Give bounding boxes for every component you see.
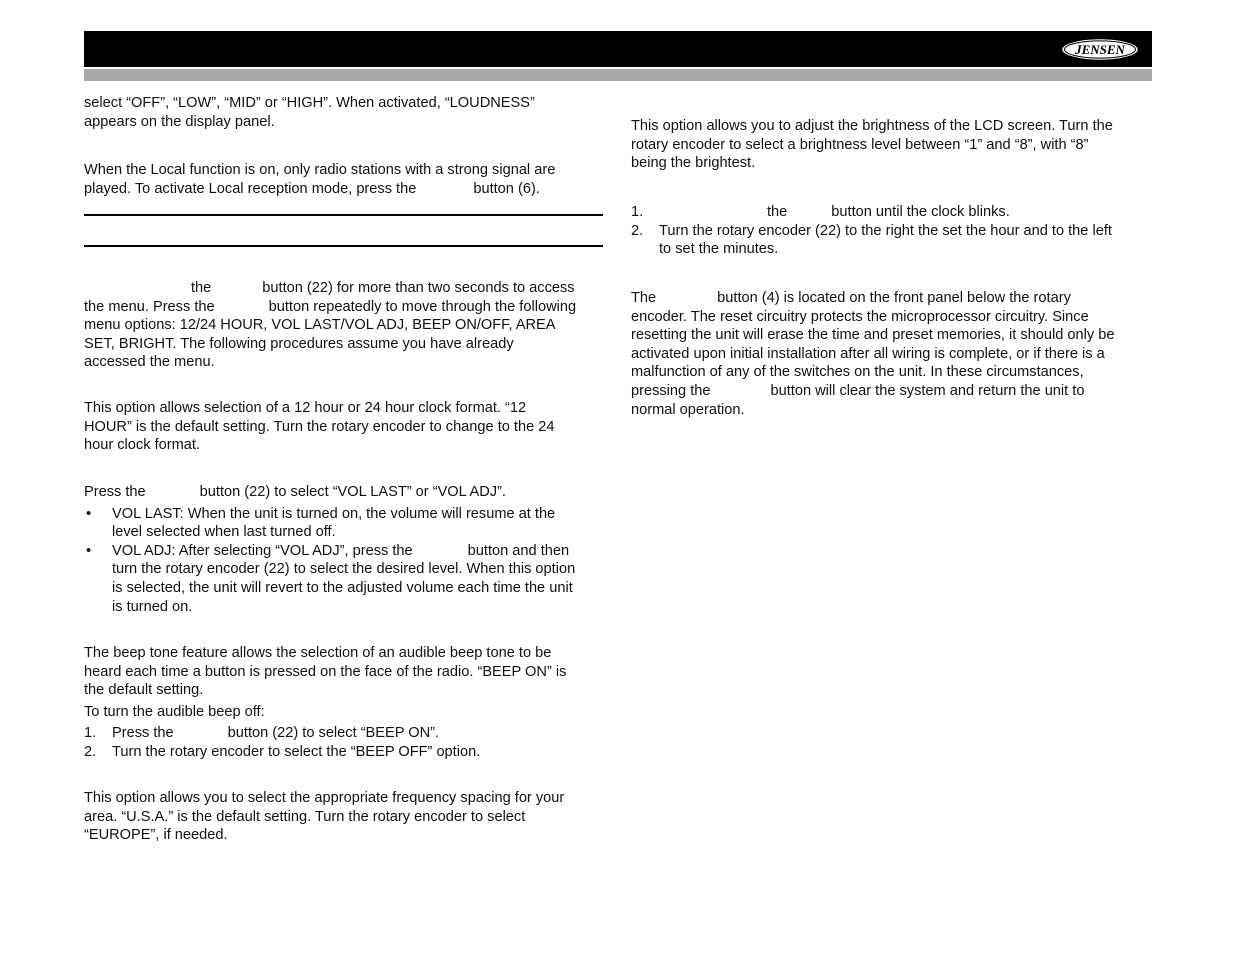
step-number: 1. bbox=[84, 725, 97, 742]
bright-section bbox=[631, 117, 1151, 173]
body-text: resetting the unit will erase the time and preset memories, it should only be bbox=[631, 327, 1115, 344]
bullet-marker: • bbox=[86, 505, 92, 522]
section-rule bbox=[84, 245, 603, 247]
hour-section bbox=[84, 399, 604, 455]
body-text: HOUR” is the default setting. Turn the rotary encoder to change to the 24 bbox=[84, 418, 555, 435]
text-part: button (22) to select “BEEP ON”. bbox=[227, 725, 440, 742]
text-part: pressing the bbox=[631, 382, 711, 399]
text-part: button and then bbox=[467, 542, 570, 559]
body-text bbox=[84, 298, 604, 317]
numbered-step bbox=[84, 724, 604, 743]
text-part: The bbox=[631, 290, 657, 306]
text-part: button will clear the system and return the unit to bbox=[770, 382, 1085, 399]
body-text: menu options: 12/24 HOUR, VOL LAST/VOL ADJ, BEEP ON/OFF, AREA bbox=[84, 317, 556, 334]
body-text: SET, BRIGHT. The following procedures assume you have already bbox=[84, 335, 514, 352]
body-text: normal operation. bbox=[631, 401, 745, 418]
body-text: appears on the display panel. bbox=[84, 113, 275, 130]
loudness-section bbox=[84, 94, 604, 131]
jensen-logo-text: JENSEN bbox=[1075, 42, 1125, 57]
body-text: Turn the rotary encoder (22) to the right the set the hour and to the left bbox=[659, 222, 1112, 239]
body-text: VOL LAST: When the unit is turned on, the volume will resume at the bbox=[112, 505, 556, 522]
body-text: area. “U.S.A.” is the default setting. Turn the rotary encoder to select bbox=[84, 808, 526, 825]
body-text: To turn the audible beep off: bbox=[84, 703, 265, 720]
body-text: the default setting. bbox=[84, 682, 204, 699]
header-bar bbox=[84, 31, 1152, 67]
text-part: the bbox=[191, 280, 212, 296]
menu-intro-section bbox=[84, 279, 604, 372]
bullet-marker: • bbox=[86, 542, 92, 559]
body-text bbox=[84, 180, 604, 199]
bullet-item bbox=[84, 505, 604, 542]
step-number: 2. bbox=[631, 222, 644, 239]
body-text: “EUROPE”, if needed. bbox=[84, 827, 228, 844]
vol-section bbox=[84, 483, 604, 616]
body-text: The beep tone feature allows the selection of an audible beep tone to be bbox=[84, 645, 552, 661]
bullet-item bbox=[84, 542, 604, 616]
body-text bbox=[84, 279, 604, 298]
text-part: button (6). bbox=[473, 180, 540, 197]
body-text: accessed the menu. bbox=[84, 354, 215, 371]
text-part: Press the bbox=[84, 484, 146, 500]
text-part: button (4) is located on the front panel below the rotary bbox=[717, 290, 1071, 306]
body-text: is turned on. bbox=[112, 598, 193, 615]
text-part: the menu. Press the bbox=[84, 298, 215, 315]
body-text bbox=[112, 724, 604, 743]
body-text: activated upon initial installation after all wiring is complete, or if there is a bbox=[631, 345, 1105, 362]
body-text bbox=[631, 289, 1151, 308]
beep-section bbox=[84, 644, 604, 762]
local-section bbox=[84, 161, 604, 198]
body-text: rotary encoder to select a brightness level between “1” and “8”, with “8” bbox=[631, 136, 1089, 153]
numbered-step bbox=[631, 222, 1151, 259]
text-part: button repeatedly to move through the following bbox=[268, 298, 577, 315]
body-text: heard each time a button is pressed on the face of the radio. “BEEP ON” is bbox=[84, 663, 567, 680]
body-text: Turn the rotary encoder to select the “BEEP OFF” option. bbox=[112, 743, 481, 760]
header-strip bbox=[84, 69, 1152, 81]
numbered-step bbox=[84, 743, 604, 762]
step-number: 2. bbox=[84, 743, 97, 760]
text-part: button (22) to select “VOL LAST” or “VOL ADJ”. bbox=[199, 484, 506, 500]
body-text: select “OFF”, “LOW”, “MID” or “HIGH”. When activated, “LOUDNESS” bbox=[84, 95, 535, 111]
text-part: Press the bbox=[112, 725, 174, 742]
body-text: encoder. The reset circuitry protects the microprocessor circuitry. Since bbox=[631, 308, 1089, 325]
body-text: being the brightest. bbox=[631, 155, 756, 172]
body-text: turn the rotary encoder (22) to select the desired level. When this option bbox=[112, 561, 576, 578]
text-part: played. To activate Local reception mode, press the bbox=[84, 180, 417, 197]
body-text: malfunction of any of the switches on the unit. In these circumstances, bbox=[631, 364, 1084, 381]
body-text: This option allows selection of a 12 hour or 24 hour clock format. “12 bbox=[84, 400, 527, 416]
body-text bbox=[84, 483, 604, 502]
numbered-step bbox=[631, 203, 1151, 222]
body-text: level selected when last turned off. bbox=[112, 524, 336, 541]
area-section bbox=[84, 789, 604, 845]
section-rule bbox=[84, 214, 603, 216]
body-text: When the Local function is on, only radio stations with a strong signal are bbox=[84, 162, 556, 178]
step-number: 1. bbox=[631, 204, 644, 220]
body-text bbox=[631, 382, 1151, 401]
reset-section bbox=[631, 289, 1151, 419]
body-text: This option allows you to adjust the brightness of the LCD screen. Turn the bbox=[631, 118, 1113, 134]
clock-section bbox=[631, 203, 1151, 259]
body-text: to set the minutes. bbox=[659, 241, 779, 258]
text-part: VOL ADJ: After selecting “VOL ADJ”, press the bbox=[112, 542, 413, 559]
body-text bbox=[659, 203, 1151, 222]
body-text: hour clock format. bbox=[84, 437, 200, 454]
text-part: button until the clock blinks. bbox=[831, 204, 1010, 220]
text-part: the bbox=[767, 204, 788, 220]
text-part: button (22) for more than two seconds to access bbox=[262, 280, 575, 296]
body-text: is selected, the unit will revert to the adjusted volume each time the unit bbox=[112, 579, 573, 596]
body-text bbox=[112, 542, 604, 561]
body-text: This option allows you to select the appropriate frequency spacing for your bbox=[84, 790, 565, 806]
jensen-logo bbox=[1060, 37, 1140, 62]
